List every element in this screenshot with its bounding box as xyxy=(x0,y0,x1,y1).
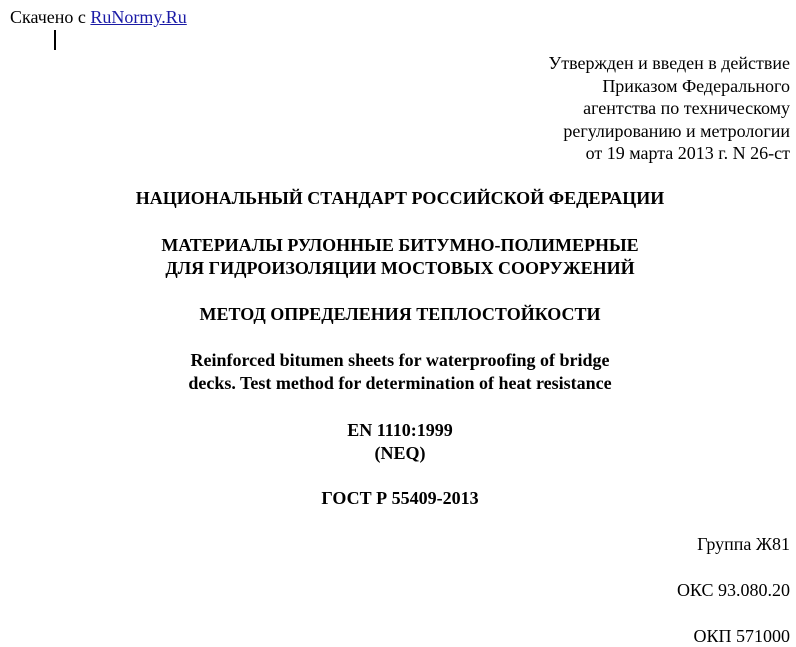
okp-code: ОКП 571000 xyxy=(693,626,790,646)
en-number: EN 1110:1999 xyxy=(347,420,453,440)
materials-title xyxy=(0,234,796,280)
english-title-line-2: decks. Test method for determination of heat resistance xyxy=(188,373,612,393)
approval-line-1: Утвержден и введен в действие xyxy=(548,53,790,73)
materials-title-line-2: ДЛЯ ГИДРОИЗОЛЯЦИИ МОСТОВЫХ СООРУЖЕНИЙ xyxy=(165,258,635,278)
approval-line-5: от 19 марта 2013 г. N 26-ст xyxy=(585,143,790,163)
group-code: Группа Ж81 xyxy=(697,534,790,554)
method-title: МЕТОД ОПРЕДЕЛЕНИЯ ТЕПЛОСТОЙКОСТИ xyxy=(199,304,601,324)
gost-number: ГОСТ Р 55409-2013 xyxy=(321,488,479,508)
downloaded-from-note xyxy=(10,6,187,28)
en-equivalence: (NEQ) xyxy=(374,443,426,463)
materials-title-line-1: МАТЕРИАЛЫ РУЛОННЫЕ БИТУМНО-ПОЛИМЕРНЫЕ xyxy=(161,235,639,255)
text-cursor xyxy=(54,30,56,50)
english-title xyxy=(0,349,796,395)
oks-code: ОКС 93.080.20 xyxy=(676,580,790,600)
runormy-link[interactable]: RuNormy.Ru xyxy=(90,7,187,27)
english-title-line-1: Reinforced bitumen sheets for waterproofing of bridge xyxy=(190,350,610,370)
en-standard-reference xyxy=(0,419,796,465)
approval-line-4: регулированию и метрологии xyxy=(563,120,790,141)
approval-block xyxy=(548,52,790,165)
approval-line-3: агентства по техническому xyxy=(583,98,790,118)
downloaded-prefix: Скачено с xyxy=(10,7,91,27)
national-standard-title: НАЦИОНАЛЬНЫЙ СТАНДАРТ РОССИЙСКОЙ ФЕДЕРАЦИИ xyxy=(135,188,665,208)
approval-line-2: Приказом Федерального xyxy=(602,75,790,96)
